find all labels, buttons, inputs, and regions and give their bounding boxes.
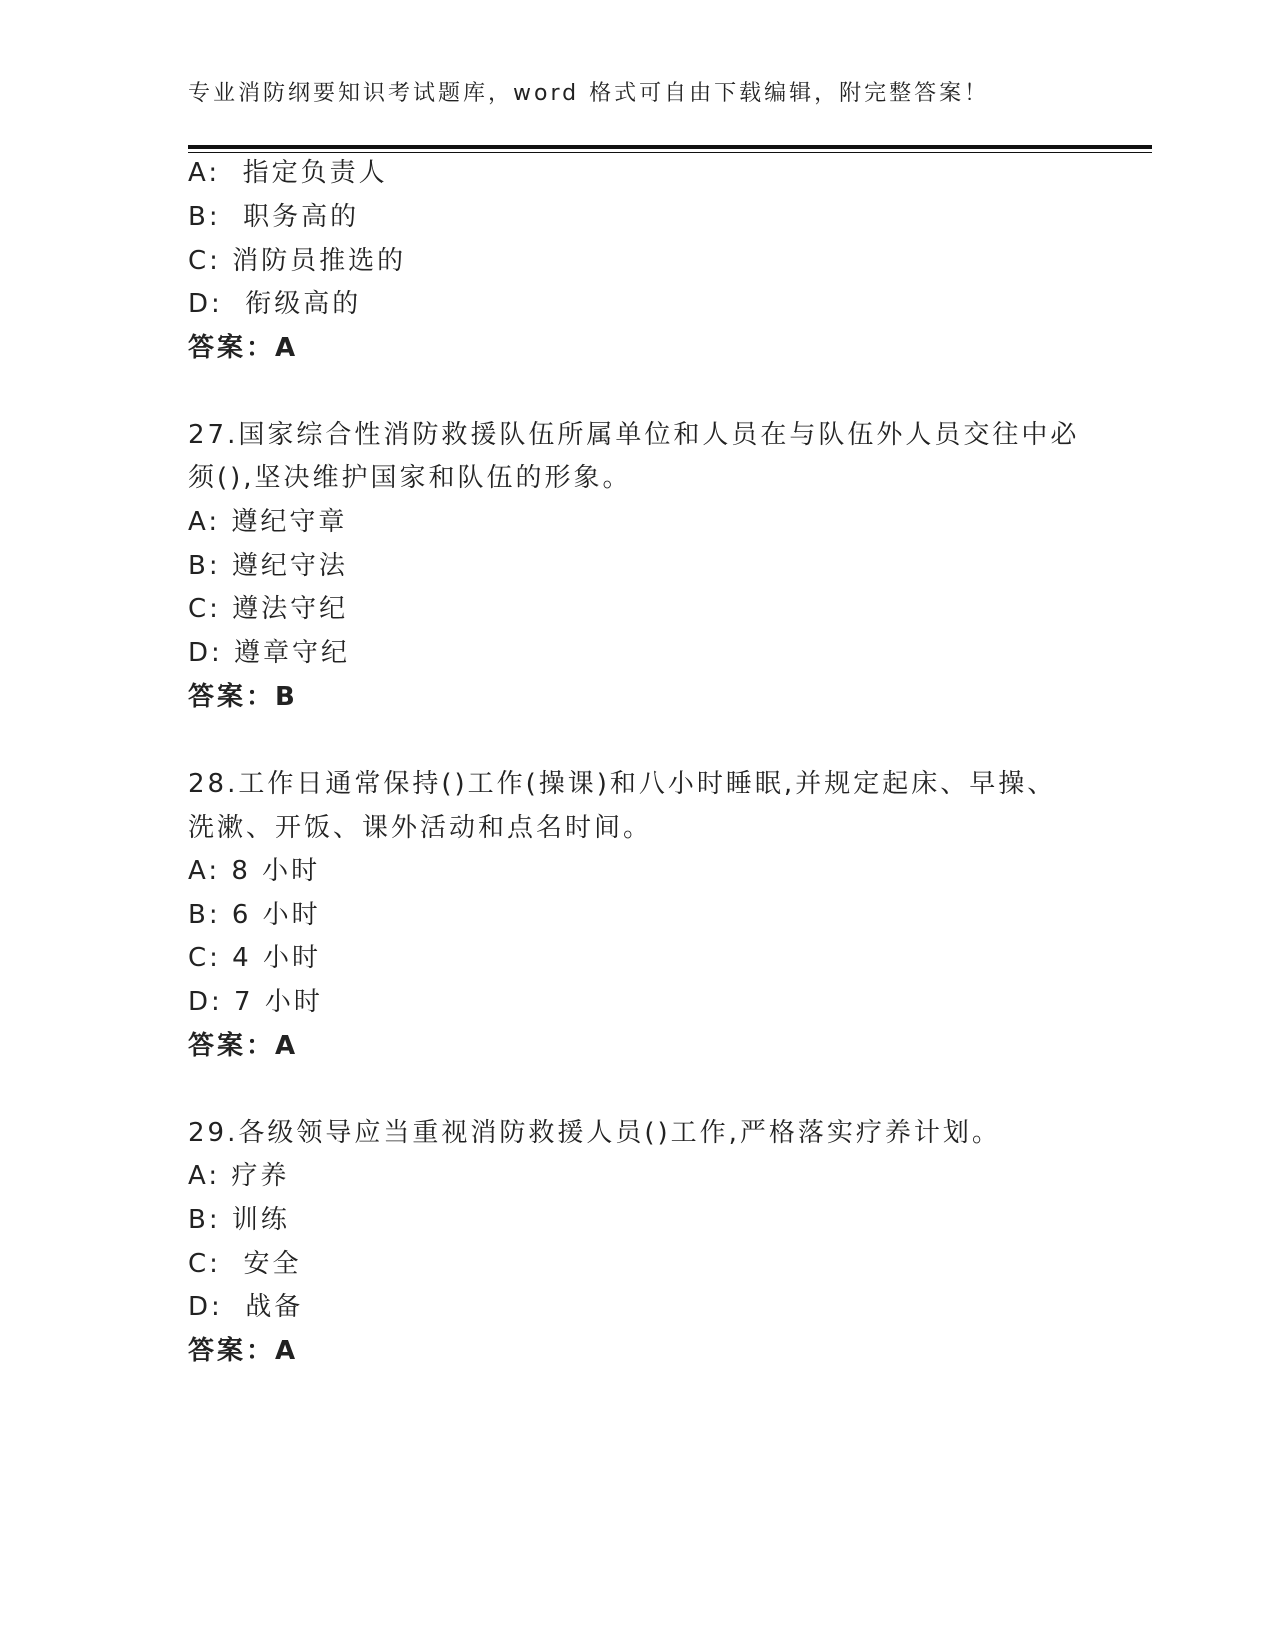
option-d: D: 衔级高的 bbox=[188, 289, 362, 319]
page-header: 专业消防纲要知识考试题库，word 格式可自由下载编辑，附完整答案！ bbox=[188, 81, 990, 106]
question-stem-line: 洗漱、开饭、课外活动和点名时间。 bbox=[188, 813, 653, 843]
option-b: B: 训练 bbox=[188, 1205, 290, 1235]
option-c: C: 4 小时 bbox=[188, 943, 321, 973]
answer-line: 答案：A bbox=[188, 1336, 299, 1366]
question-stem-line: 须(),坚决维护国家和队伍的形象。 bbox=[188, 463, 632, 493]
option-c: C: 安全 bbox=[188, 1249, 302, 1279]
question-stem-line: 28.工作日通常保持()工作(操课)和八小时睡眠,并规定起床、早操、 bbox=[188, 769, 1057, 799]
header-rule-thick bbox=[188, 145, 1152, 149]
option-b: B: 6 小时 bbox=[188, 900, 321, 930]
option-a: A: 指定负责人 bbox=[188, 158, 388, 188]
option-a: A: 疗养 bbox=[188, 1161, 290, 1191]
option-a: A: 8 小时 bbox=[188, 856, 321, 886]
answer-line: 答案：A bbox=[188, 333, 299, 363]
answer-line: 答案：B bbox=[188, 682, 298, 712]
option-b: B: 职务高的 bbox=[188, 202, 360, 232]
header-rule-thin bbox=[188, 152, 1152, 153]
option-c: C: 遵法守纪 bbox=[188, 594, 349, 624]
option-a: A: 遵纪守章 bbox=[188, 507, 348, 537]
answer-line: 答案：A bbox=[188, 1031, 299, 1061]
option-b: B: 遵纪守法 bbox=[188, 551, 348, 581]
option-d: D: 7 小时 bbox=[188, 987, 323, 1017]
option-d: D: 战备 bbox=[188, 1292, 304, 1322]
option-c: C: 消防员推选的 bbox=[188, 246, 407, 276]
question-stem-line: 29.各级领导应当重视消防救援人员()工作,严格落实疗养计划。 bbox=[188, 1118, 1001, 1148]
option-d: D: 遵章守纪 bbox=[188, 638, 351, 668]
question-stem-line: 27.国家综合性消防救援队伍所属单位和人员在与队伍外人员交往中必 bbox=[188, 420, 1080, 450]
